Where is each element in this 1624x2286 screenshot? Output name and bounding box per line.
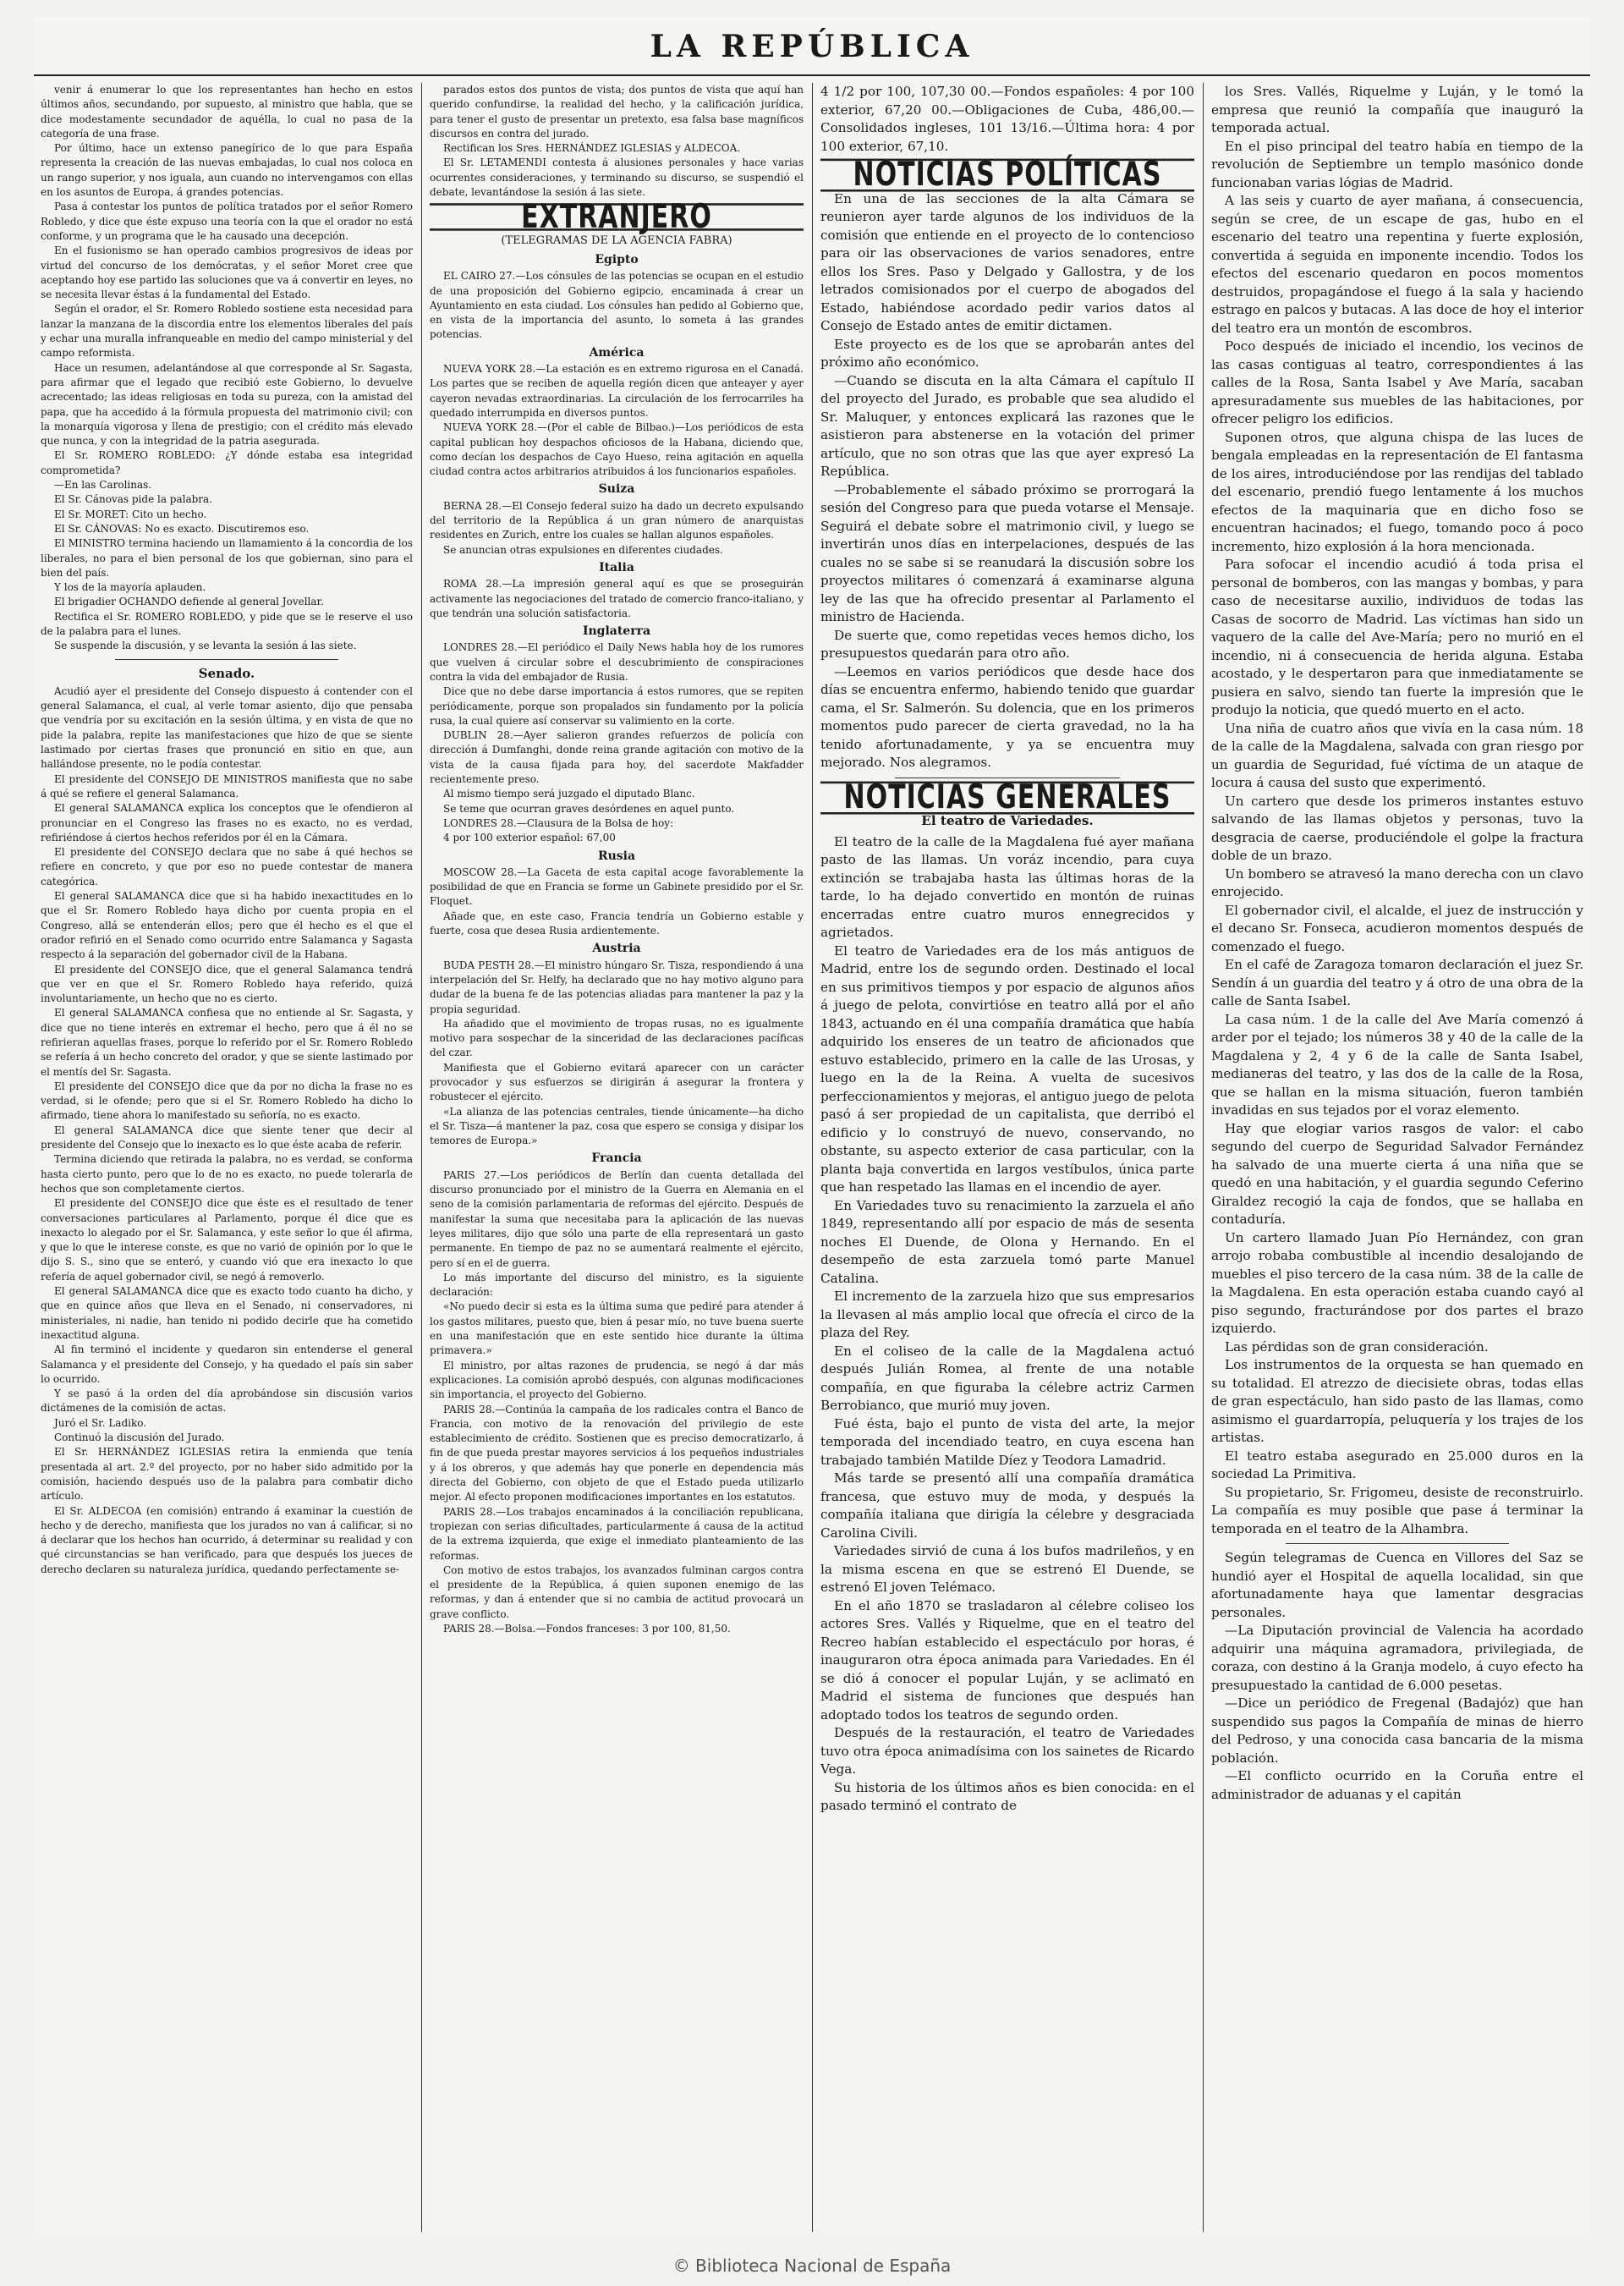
politicas-heading: NOTICIAS POLÍTICAS bbox=[820, 159, 1194, 191]
column-4 bbox=[1211, 83, 1583, 2232]
paragraph: —En las Carolinas. bbox=[54, 479, 152, 492]
paragraph: El general SALAMANCA confiesa que no entiende al Sr. Sagasta, y dice que no tiene interés en extremar el hecho, pero que á él no se refirieran aquellas frases, porque lo referido por el Sr. Romero Robledo se refería á un hecho concreto del orador, y que se siente lastimado por el mentís del Sr. Sagasta. bbox=[41, 1007, 413, 1078]
paragraph: Según telegramas de Cuenca en Villores del Saz se hundió ayer el Hospital de aquella localidad, sin que afortunadamente haya que lamentar desgracias personales. bbox=[1211, 1550, 1583, 1620]
paragraph: Un cartero que desde los primeros instantes estuvo salvando de las llamas objetos y personas, tuvo la desgracia de caerse, produciéndole el golpe la fractura doble de un brazo. bbox=[1211, 793, 1583, 863]
bolsa-continuation: 4 1/2 por 100, 107,30 00.—Fondos españoles: 4 por 100 exterior, 67,20 00.—Obligaciones de Cuba, 486,00.—Consolidados ingleses, 101 13/16.—Última hora: 4 por 100 exterior, 67,10. bbox=[820, 84, 1194, 154]
paragraph: Continuó la discusión del Jurado. bbox=[54, 1431, 225, 1444]
telegram: LONDRES 28.—Clausura de la Bolsa de hoy: bbox=[443, 816, 674, 829]
extranjero-heading: EXTRANJERO bbox=[430, 204, 804, 232]
country-heading: Egipto bbox=[595, 252, 639, 267]
paragraph: El general SALAMANCA dice que si ha habido inexactitudes en lo que el Sr. Romero Robledo haya dicho por cuenta propia en el Congreso, allá se entenderán ellos; pero que él hecho es el que el orador refirió en el Senado como ocurrido entre Salamanca y Sagasta respecto á la separación del gobernador civil de la Habana. bbox=[41, 890, 413, 961]
paragraph: Al fin terminó el incidente y quedaron sin entenderse el general Salamanca y el presidente del Consejo, y ha quedado el país sin saber lo ocurrido. bbox=[41, 1344, 413, 1385]
telegram: Lo más importante del discurso del ministro, es la siguiente declaración: bbox=[430, 1271, 804, 1299]
column-rule bbox=[421, 83, 422, 2232]
paragraph: El brigadier OCHANDO defiende al general Jovellar. bbox=[54, 596, 324, 608]
telegram: Con motivo de estos trabajos, los avanzados fulminan cargos contra el presidente de la República, á quien suponen enemigo de las reformas, y dan á entender que si no cambia de actitud provocará un grave conflicto. bbox=[430, 1563, 804, 1620]
paragraph: —Leemos en varios periódicos que desde hace dos días se encuentra enfermo, habiendo tenido que guardar cama, el Sr. Salmerón. Su dolencia, que en los primeros momentos pudo parecer de cierta gravedad, no la ha tenido afortunadamente, y ya se encuentra muy mejorado. Nos alegramos. bbox=[820, 663, 1194, 770]
telegram: PARIS 27.—Los periódicos de Berlín dan cuenta detallada del discurso pronunciado por el ministro de la Guerra en Alemania en el seno de la comisión parlamentaria de reformas del ejército. Después de manifestar la suma que necesitaba para la aplicación de las nuevas leyes militares, dijo que sólo una parte de ella representará un gasto permanente. En tiempo de paz no se aumentará realmente el ejército, pero sí en el de guerra. bbox=[430, 1168, 804, 1269]
paragraph: Los instrumentos de la orquesta se han quemado en su totalidad. El atrezzo de diecisiete obras, todas ellas de gran espectáculo, han sido pasto de las llamas, como asimismo el guardarropía, peluquería y los trajes de los artistas. bbox=[1211, 1357, 1583, 1445]
telegram: BERNA 28.—El Consejo federal suizo ha dado un decreto expulsando del territorio de la República á un gran número de anarquistas residentes en Zurich, entre los cuales se hallan algunos españoles. bbox=[430, 499, 804, 541]
paragraph: Juró el Sr. Ladiko. bbox=[54, 1416, 147, 1429]
paragraph: Después de la restauración, el teatro de Variedades tuvo otra época animadísima con los sainetes de Ricardo Vega. bbox=[820, 1725, 1194, 1777]
country-heading: Austria bbox=[592, 942, 641, 956]
paragraph: Termina diciendo que retirada la palabra, no es verdad, se conforma hasta cierto punto, pero que lo de no es exacto, no puede tolerarla de hechos que son completamente ciertos. bbox=[41, 1153, 413, 1195]
generales-continuation bbox=[1211, 83, 1583, 1538]
telegram: Se teme que ocurran graves desórdenes en aquel punto. bbox=[443, 802, 735, 815]
paragraph: Y se pasó á la orden del día aprobándose sin discusión varios dictámenes de la comisión de actas. bbox=[41, 1388, 413, 1415]
telegram: Ha añadido que el movimiento de tropas rusas, no es igualmente motivo para sospechar de la sinceridad de las declaraciones pacíficas del czar. bbox=[430, 1017, 804, 1059]
telegram: Manifiesta que el Gobierno evitará aparecer con un carácter provocador y sus esfuerzos se dirigirán á asegurar la frontera y robustecer el ejército. bbox=[430, 1061, 804, 1103]
masthead: LA REPÚBLICA bbox=[650, 29, 974, 64]
paragraph: Acudió ayer el presidente del Consejo dispuesto á contender con el general Salamanca, el cual, al verle tomar asiento, dijo que pensaba que vendría por su excitación en la sesión última, y en vista de que no pide la palabra, repite las manifestaciones que hizo de que se siente lastimado por ciertas frases que pronunció en sitio en que, aun hallándose presente, no le podía contestar. bbox=[41, 684, 413, 771]
paragraph: El presidente del CONSEJO declara que no sabe á qué hechos se refiere en concreto, y que por eso no puede contestar de manera categórica. bbox=[41, 846, 413, 887]
telegram: «La alianza de las potencias centrales, tiende únicamente—ha dicho el Sr. Tisza—á mantener la paz, cosa que espero se consiga y disipar los temores de Europa.» bbox=[430, 1105, 804, 1147]
country-heading: América bbox=[589, 345, 645, 360]
telegram: Dice que no debe darse importancia á estos rumores, que se repiten periódicamente, porque son propalados sin fundamento por la policía rusa, la cual quiere así conservar su valimiento en la corte. bbox=[430, 685, 804, 727]
paragraph: A las seis y cuarto de ayer mañana, á consecuencia, según se cree, de un escape de gas, hubo en el escenario del teatro una repentina y fuerte explosión, convertida á seguida en imponente incendio. Todos los efectos del escenario quedaron en pocos momentos destruidos, propagándose el fuego á la sala y haciendo estrago en palcos y butacas. A las doce de hoy el interior del teatro era un montón de escombros. bbox=[1211, 193, 1583, 336]
paragraph: Fué ésta, bajo el punto de vista del arte, la mejor temporada del incendiado teatro, en cuya escena han trabajado también Matilde Díez y Teodora Lamadrid. bbox=[820, 1415, 1194, 1468]
paragraph: El gobernador civil, el alcalde, el juez de instrucción y el decano Sr. Fonseca, acudieron momentos después de comenzado el fuego. bbox=[1211, 902, 1583, 954]
paragraph: El presidente del CONSEJO dice que da por no dicha la frase no es verdad, si le ofende; pero que si el Sr. Romero Robledo ha dicho lo afirmado, tiene ahora lo manifestado su señoría, no es exacto. bbox=[41, 1080, 413, 1122]
telegram: PARIS 28.—Los trabajos encaminados á la conciliación republicana, tropiezan con serias dificultades, particularmente á causa de la actitud de la extrema izquierda, que exige el inmediato planteamiento de las reformas. bbox=[430, 1505, 804, 1562]
telegram: NUEVA YORK 28.—(Por el cable de Bilbao.)—Los periódicos de esta capital publican hoy despachos oficiosos de la Habana, diciendo que, como decían los despachos de Cayo Hueso, reina agitación en aquella ciudad contra actos arbitrarios atribuidos á los funcionarios españoles. bbox=[430, 421, 804, 478]
country-heading: Francia bbox=[591, 1151, 642, 1166]
paragraph: El Sr. ROMERO ROBLEDO: ¿Y dónde estaba esa integridad comprometida? bbox=[41, 449, 413, 476]
paragraph: Suponen otros, que alguna chispa de las luces de bengala empleadas en la representación de El fantasma de los aires, introduciéndose por las rendijas del tablado del escenario, prendió fuego lentamente á los muchos efectos de la maquinaria que en dicho foso se encuentran hacinados; el fuego, tomando poco á poco incremento, hizo explosión á la hora mencionada. bbox=[1211, 429, 1583, 554]
divider bbox=[1286, 1543, 1509, 1544]
senado-heading: Senado. bbox=[198, 665, 255, 681]
paragraph: Su propietario, Sr. Frigomeu, desiste de reconstruirlo. La compañía es muy posible que pase á terminar la temporada en el teatro de la Alhambra. bbox=[1211, 1484, 1583, 1536]
telegram: EL CAIRO 27.—Los cónsules de las potencias se ocupan en el estudio de una proposición del Gobierno egipcio, encaminada á crear un Ayuntamiento en esta ciudad. Los cónsules han pedido al Gobierno que, en vista de la importancia del asunto, lo someta á las grandes potencias. bbox=[430, 270, 804, 341]
paragraph: —El conflicto ocurrido en la Coruña entre el administrador de aduanas y el capitán bbox=[1211, 1768, 1583, 1802]
paragraph: Un bombero se atravesó la mano derecha con un clavo enrojecido. bbox=[1211, 865, 1583, 899]
paragraph: Poco después de iniciado el incendio, los vecinos de las casas contiguas al teatro, correspondientes á las calles de la Rosa, Santa Isabel y Ave María, sacaban apresuradamente sus muebles de las habitaciones, por ofrecer peligro los edificios. bbox=[1211, 338, 1583, 426]
telegram: LONDRES 28.—El periódico el Daily News habla hoy de los rumores que vuelven á circular sobre el descubrimiento de conspiraciones contra la vida del embajador de Rusia. bbox=[430, 641, 804, 683]
country-heading: Inglaterra bbox=[582, 624, 651, 639]
paragraph: Un cartero llamado Juan Pío Hernández, con gran arrojo robaba combustible al incendio desalojando de muebles el piso tercero de la casa núm. 38 de la calle de la Magdalena. En esta operación estaba cuando cayó al piso segundo, fracturándose por dos partes el brazo izquierdo. bbox=[1211, 1229, 1583, 1336]
paragraph: El presidente del CONSEJO dice, que el general Salamanca tendrá que ver en que el Sr. Romero Robledo haya referido, quizá involuntariamente, un hecho que no es cierto. bbox=[41, 963, 413, 1005]
masthead-rule bbox=[34, 74, 1590, 76]
paragraph: Rectifican los Sres. HERNÁNDEZ IGLESIAS y ALDECOA. bbox=[443, 142, 741, 155]
column-rule bbox=[1203, 83, 1204, 2232]
paragraph: Variedades sirvió de cuna á los bufos madrileños, y en la misma escena en que se estrenó El Duende, se estrenó El joven Telémaco. bbox=[820, 1543, 1194, 1595]
paragraph: El teatro estaba asegurado en 25.000 duros en la sociedad La Primitiva. bbox=[1211, 1448, 1583, 1481]
paragraph: La casa núm. 1 de la calle del Ave María comenzó á arder por el tejado; los números 38 y 40 de la calle de la Magdalena y 2, 4 y 6 de la calle de Santa Isabel, medianeras del teatro, y las dos de la calle de la Rosa, que se hallan en la misma situación, fueron también invadidas en sus tejados por el voraz elemento. bbox=[1211, 1011, 1583, 1118]
country-heading: Suiza bbox=[598, 482, 635, 497]
paragraph: Y los de la mayoría aplauden. bbox=[54, 581, 206, 594]
columns bbox=[34, 83, 1590, 2232]
newspaper-page bbox=[34, 17, 1590, 2234]
paragraph: El Sr. CÁNOVAS: No es exacto. Discutiremos eso. bbox=[54, 522, 310, 535]
paragraph: En el fusionismo se han operado cambios progresivos de ideas por virtud del concurso de los demócratas, y el señor Moret cree que aceptando hoy ese partido las soluciones que va á convertir en leyes, no se necesita llevar éstas á la fundamental del Estado. bbox=[41, 245, 413, 301]
extranjero-section bbox=[430, 253, 804, 1636]
paragraph: El general SALAMANCA explica los conceptos que le ofendieron al pronunciar en el Congreso las frases no es exacto, no es verdad, refiriéndose á ciertos hechos referidos por él en la Cámara. bbox=[41, 802, 413, 844]
paragraph: venir á enumerar lo que los representantes han hecho en estos últimos años, secundando, por supuesto, al ministro que habla, que se dice modestamente secundador de aquélla, lo cual no pasa de la categoría de una frase. bbox=[41, 84, 413, 140]
telegram: Añade que, en este caso, Francia tendría un Gobierno estable y fuerte, cosa que desea Rusia ardientemente. bbox=[430, 909, 804, 937]
telegram: MOSCOW 28.—La Gaceta de esta capital acoge favorablemente la posibilidad de que en Francia se forme un Gabinete presidido por el Sr. Floquet. bbox=[430, 865, 804, 908]
telegram: NUEVA YORK 28.—La estación es en extremo rigurosa en el Canadá. Los partes que se reciben de aquella región dicen que anteayer y ayer cayeron nevadas extraordinarias. La circulación de los ferrocarriles ha quedado interrumpida en diversos puntos. bbox=[430, 363, 804, 419]
senado-continuation bbox=[430, 83, 804, 200]
paragraph: El incremento de la zarzuela hizo que sus empresarios la llevasen al más amplio local que ofrecía el circo de la plaza del Rey. bbox=[820, 1289, 1194, 1340]
paragraph: El MINISTRO termina haciendo un llamamiento á la concordia de los liberales, no para el bien personal de los que gobiernan, sino para el bien del país. bbox=[41, 537, 413, 579]
paragraph: En el piso principal del teatro había en tiempo de la revolución de Septiembre un templo masónico donde funcionaban varias lógias de Madrid. bbox=[1211, 138, 1583, 190]
paragraph: En el café de Zaragoza tomaron declaración el juez Sr. Sendín á un guardia del teatro y á otro de una obra de la calle de Santa Isabel. bbox=[1211, 957, 1583, 1008]
paragraph: El Sr. Cánovas pide la palabra. bbox=[54, 493, 213, 506]
generales-section bbox=[820, 833, 1194, 1816]
paragraph: Se suspende la discusión, y se levanta la sesión á las siete. bbox=[54, 640, 357, 652]
senado-section bbox=[41, 684, 413, 1577]
telegram: Al mismo tiempo será juzgado el diputado Blanc. bbox=[443, 788, 695, 800]
paragraph: Una niña de cuatro años que vivía en la casa núm. 18 de la calle de la Magdalena, salvada con gran riesgo por un guardia de Seguridad, fué víctima de un ataque de locura á causa del susto que experimentó. bbox=[1211, 720, 1583, 790]
telegram: BUDA PESTH 28.—El ministro húngaro Sr. Tisza, respondiendo á una interpelación del Sr. Helfy, ha declarado que no hay motivo alguno para dudar de la buena fe de las potencias aliadas para mantener la paz y la propia seguridad. bbox=[430, 959, 804, 1015]
telegram: «No puedo decir si esta es la última suma que pediré para atender á los gastos militares, puesto que, bien á pesar mío, no tuve buena suerte en una manifestación que en este sentido hice durante la última primavera.» bbox=[430, 1300, 804, 1357]
paragraph: Por último, hace un extenso panegírico de lo que para España representa la creación de las nuevas embajadas, lo cual nos coloca en un rango superior, y nos iguala, aun cuando no intervengamos con ellas en los asuntos de Europa, á grandes potencias. bbox=[41, 142, 413, 199]
telegram: Se anuncian otras expulsiones en diferentes ciudades. bbox=[443, 543, 723, 556]
paragraph: El teatro de Variedades era de los más antiguos de Madrid, entre los de segundo orden. Destinado el local en sus primitivos tiempos y por espacio de algunos años á juego de pelota, convirtióse en teatro allá por el año 1843, actuando en él una compañía dramática que había adquirido los enseres de un teatro de aficionados que estuvo establecido, primero en la calle de las Urosas, y luego en la de la Reina. A vuelta de sucesivos perfeccionamientos y mejoras, el antiguo juego de pelota pasó á ser propiedad de un capitalista, que derribó el edificio y lo construyó de nuevo, conservando, no obstante, su aspecto exterior de casa particular, con la planta baja convertida en largos vestíbulos, única parte que han respetado las llamas en el incendio de ayer. bbox=[820, 942, 1194, 1195]
paragraph: De suerte que, como repetidas veces hemos dicho, los presupuestos quedarán para otro año. bbox=[820, 627, 1194, 661]
paragraph: Este proyecto es de los que se aprobarán antes del próximo año económico. bbox=[820, 336, 1194, 370]
telegram: DUBLIN 28.—Ayer salieron grandes refuerzos de policía con dirección á Dumfanghi, donde reina grande agitación con motivo de la vista de la causa fijada para hoy, del sacerdote Makfadder recientemente preso. bbox=[430, 729, 804, 786]
telegram: PARIS 28.—Continúa la campaña de los radicales contra el Banco de Francia, con motivo de la renovación del privilegio de este establecimiento de crédito. Sostienen que es preciso democratizarlo, á fin de que pueda prestar mayores servicios á los pequeños industriales y á los obreros, y que además hay que ponerle en dependencia más directa del Gobierno, con objeto de que el Estado pueda utilizarlo mejor. Al efecto proponen modificaciones importantes en los estatutos. bbox=[430, 1403, 804, 1503]
paragraph: Más tarde se presentó allí una compañía dramática francesa, que estuvo muy de moda, y después la compañía italiana que dirigía la célebre y desgraciada Carolina Civili. bbox=[820, 1470, 1194, 1541]
telegram: PARIS 28.—Bolsa.—Fondos franceses: 3 por 100, 81,50. bbox=[443, 1622, 731, 1635]
column-rule bbox=[812, 83, 813, 2232]
paragraph: —La Diputación provincial de Valencia ha acordado adquirir una máquina agramadora, privilegiada, de coraza, con destino á la Granja modelo, á cuyo efecto ha presupuestado la cantidad de 6.000 pesetas. bbox=[1211, 1623, 1583, 1693]
paragraph: —Probablemente el sábado próximo se prorrogará la sesión del Congreso para que pueda votarse el Mensaje. Seguirá el debate sobre el matrimonio civil, y luego se invertirán unos días en interpelaciones, después de las cuales no se sabe si se reanudará la discusión sobre los proyectos militares ó comenzará á examinarse alguna ley de las que ha ofrecido presentar al Parlamento el ministro de Hacienda. bbox=[820, 481, 1194, 624]
country-heading: Rusia bbox=[597, 849, 636, 863]
paragraph: En el año 1870 se trasladaron al célebre coliseo los actores Sres. Vallés y Riquelme, que en el teatro del Recreo habían establecido el espectáculo por horas, é inauguraron otra época animada para Variedades. En él se dió á conocer el popular Luján, y se aclimató en Madrid el sistema de funciones que después han adoptado todos los teatros de segundo orden. bbox=[820, 1597, 1194, 1723]
paragraph: El presidente del CONSEJO dice que éste es el resultado de tener conversaciones particulares al Parlamento, porque él dice que es inexacto lo alegado por el Sr. Salamanca, y este señor lo que él afirma, y que lo que le interese conste, es que no varió de opinión por lo que le dijo S. S., sino que se enteró, y cuando vió que era inexacto lo que refería de aquel gobernador civil, se negó á removerlo. bbox=[41, 1197, 413, 1283]
paragraph: Su historia de los últimos años es bien conocida: en el pasado terminó el contrato de bbox=[820, 1779, 1194, 1813]
paragraph: El general SALAMANCA dice que siente tener que decir al presidente del Consejo que lo inexacto es lo que éste acaba de referir. bbox=[41, 1124, 413, 1151]
telegram: El ministro, por altas razones de prudencia, se negó á dar más explicaciones. La comisión aprobó después, con algunas modificaciones sin importancia, el proyecto del Gobierno. bbox=[430, 1359, 804, 1401]
paragraph: En una de las secciones de la alta Cámara se reunieron ayer tarde algunos de los individuos de la comisión que entiende en el proyecto de lo contencioso para oir las observaciones de varios senadores, entre ellos los Sres. Paso y Delgado y Gallostra, y de los letrados comisionados por el cuerpo de abogados del Estado, habiéndose acordado pedir varios datos al Consejo de Estado antes de emitir dictamen. bbox=[820, 190, 1194, 333]
paragraph: parados estos dos puntos de vista; dos puntos de vista que aquí han querido confundirse, la realidad del hecho, y la calificación jurídica, para tener el gusto de presentar un pretexto, esa falsa base magníficos discursos en contra del jurado. bbox=[430, 84, 804, 140]
paragraph: El presidente del CONSEJO DE MINISTROS manifiesta que no sabe á qué se refiere el general Salamanca. bbox=[41, 772, 413, 800]
generales-subheading: El teatro de Variedades. bbox=[921, 813, 1094, 828]
country-heading: Italia bbox=[599, 560, 634, 574]
paragraph: En el coliseo de la calle de la Magdalena actuó después Julián Romea, al frente de una notable compañía, en que figuraba la célebre actriz Carmen Berrobianco, que murió muy joven. bbox=[820, 1343, 1194, 1413]
paragraph: los Sres. Vallés, Riquelme y Luján, y le tomó la empresa que reunió la compañía que inauguró la temporada actual. bbox=[1211, 84, 1583, 135]
column-3 bbox=[820, 83, 1194, 2232]
paragraph: Hay que elogiar varios rasgos de valor: el cabo segundo del cuerpo de Seguridad Salvador Fernández ha salvado de una muerte cierta á una niña que se quedó en una habitación, y el guardia segundo Ceferino Giraldez recogió la caja de fondos, que se hallaba en contaduría. bbox=[1211, 1120, 1583, 1227]
politicas-section bbox=[820, 190, 1194, 772]
paragraph: Las pérdidas son de gran consideración. bbox=[1225, 1338, 1489, 1355]
column-2 bbox=[430, 83, 804, 2232]
paragraph: El Sr. HERNÁNDEZ IGLESIAS retira la enmienda que tenía presentada al art. 2.º del proyecto, por no haber sido admitido por la comisión, haciendo después uso de la palabra para combatir dicho artículo. bbox=[41, 1446, 413, 1503]
library-credit: © Biblioteca Nacional de España bbox=[672, 2256, 952, 2276]
paragraph: En Variedades tuvo su renacimiento la zarzuela el año 1849, representando allí por espacio de más de sesenta noches El Duende, de Olona y Hernando. En el desempeño de esta zarzuela tomó parte Manuel Catalina. bbox=[820, 1197, 1194, 1286]
column-1 bbox=[41, 83, 413, 2232]
paragraph: El Sr. LETAMENDI contesta á alusiones personales y hace varias ocurrentes consideraciones, y terminando su discurso, se suspendió el debate, levantándose la sesión á las siete. bbox=[430, 157, 804, 199]
paragraph: Rectifica el Sr. ROMERO ROBLEDO, y pide que se le reserve el uso de la palabra para el lunes. bbox=[41, 610, 413, 637]
extranjero-subheading: (TELEGRAMAS DE LA AGENCIA FABRA) bbox=[501, 234, 732, 247]
telegram: ROMA 28.—La impresión general aquí es que se proseguirán activamente las negociaciones del tratado de comercio franco-italiano, y que tendrán una solución satisfactoria. bbox=[430, 578, 804, 619]
congreso-continuation bbox=[41, 83, 413, 654]
telegram: 4 por 100 exterior español: 67,00 bbox=[443, 832, 616, 844]
paragraph: Hace un resumen, adelantándose al que corresponde al Sr. Sagasta, para afirmar que el legado que recibió este Gobierno, lo devuelve acrecentado; las ideas religiosas en toda su pureza, con la amistad del papa, que ha accedido á la fórmula propuesta del matrimonio civil; con la monarquía vigorosa y llena de prestigio; con el crédito más elevado que nunca, y con la integridad de la patria asegurada. bbox=[41, 361, 413, 448]
paragraph: El Sr. ALDECOA (en comisión) entrando á examinar la cuestión de hecho y de derecho, manifiesta que los jurados no van á calificar, si no á declarar que los hechos han ocurrido, á determinar su realidad y con qué circunstancias se han verificado, para que después los jueces de derecho declaren su naturaleza jurídica, quedando perfectamente se- bbox=[41, 1504, 413, 1575]
divider bbox=[115, 659, 338, 660]
paragraph: El teatro de la calle de la Magdalena fué ayer mañana pasto de las llamas. Un voráz incendio, para cuya extinción se trabajaba hasta las últimas horas de la tarde, lo ha dejado convertido en montón de ruinas encerradas entre cuatro muros ennegrecidos y agrietados. bbox=[820, 833, 1194, 940]
paragraph: El Sr. MORET: Cito un hecho. bbox=[54, 508, 207, 520]
paragraph: Según el orador, el Sr. Romero Robledo sostiene esta necesidad para lanzar la manzana de la discordia entre los elementos liberales del país y echar una muralla infranqueable en medio del campo ministerial y del campo reformista. bbox=[41, 303, 413, 360]
paragraph: —Dice un periódico de Fregenal (Badajóz) que han suspendido sus pagos la Compañía de minas de hierro del Pedroso, y una conocida casa bancaria de la misma población. bbox=[1211, 1695, 1583, 1766]
paragraph: El general SALAMANCA dice que es exacto todo cuanto ha dicho, y que en quince años que lleva en el Senado, ni conservadores, ni ministeriales, ni nadie, han tenido ni podido decirle que ha cometido inexactitud alguna. bbox=[41, 1285, 413, 1341]
paragraph: —Cuando se discuta en la alta Cámara el capítulo II del proyecto del Jurado, es probable que sea aludido el Sr. Maluquer, y entonces explicará las razones que le asistieron para abstenerse en la votación del primer artículo, que no son otras que las que ayer expresó La República. bbox=[820, 372, 1194, 479]
paragraph: Pasa á contestar los puntos de política tratados por el señor Romero Robledo, y dice que éste expuso una teoría con la que el orador no está conforme, y un programa que le ha causado una decepción. bbox=[41, 201, 413, 242]
paragraph: Para sofocar el incendio acudió á toda prisa el personal de bomberos, con las mangas y bombas, y para caso de necesitarse auxilio, individuos de todas las Casas de socorro de Madrid. Las víctimas han sido un vaquero de la calle del Ave-María; pero no murió en el incendio, ni á consecuencia de herida alguna. Estaba acostado, y le despertaron para que inmediatamente se pusiera en salvo, siendo tan fuerte la impresión que le produjo la noticia, que quedó muerto en el acto. bbox=[1211, 557, 1583, 717]
generales-heading: NOTICIAS GENERALES bbox=[820, 781, 1194, 813]
brief-news bbox=[1211, 1549, 1583, 1804]
